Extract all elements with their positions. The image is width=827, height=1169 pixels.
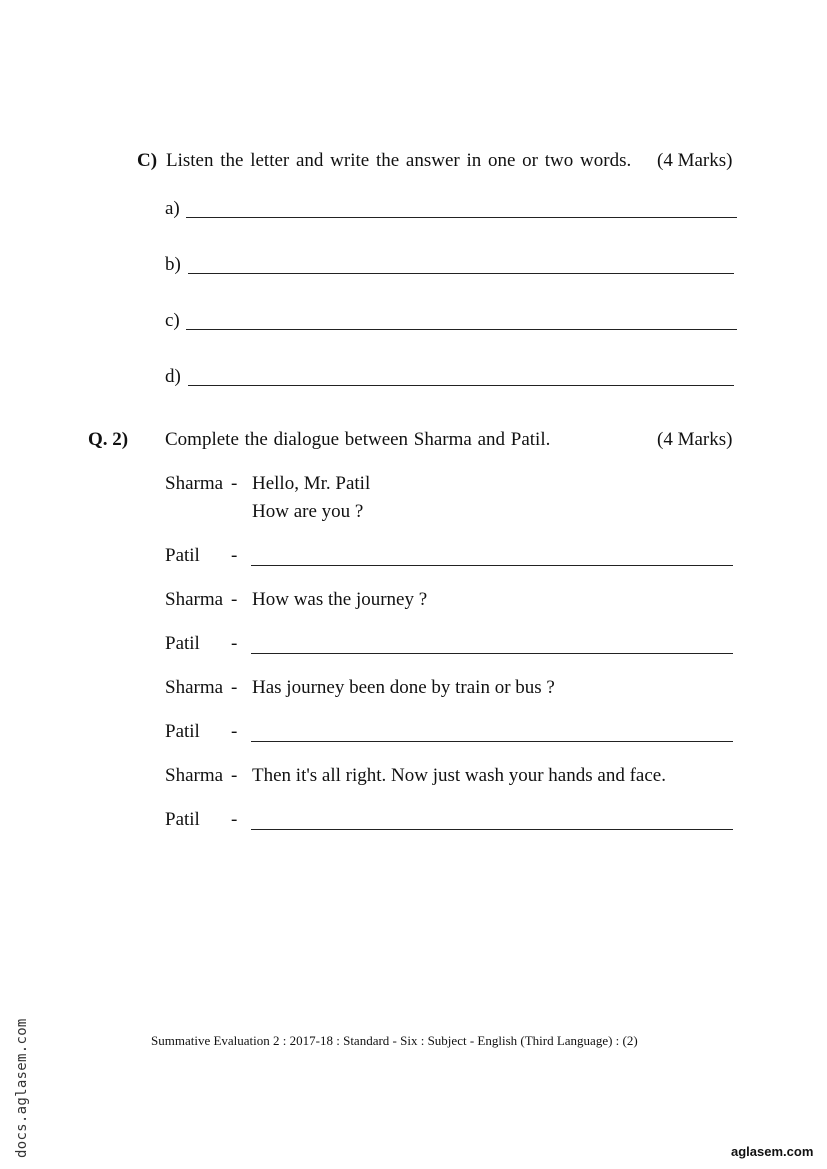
speaker-sharma: Sharma [165,765,224,786]
speaker-dash: - [231,473,238,494]
dialogue-line: Then it's all right. Now just wash your hands and face. [252,765,666,786]
section-c-marks: (4 Marks) [657,150,733,171]
speaker-sharma: Sharma [165,473,224,494]
patil-answer-line-4[interactable] [251,829,733,830]
speaker-patil: Patil [165,809,200,830]
q2-label: Q. 2) [88,429,129,450]
section-c-instruction: Listen the letter and write the answer in one or two words. [166,150,632,171]
answer-label-c: c) [165,310,180,331]
speaker-sharma: Sharma [165,677,224,698]
speaker-dash: - [231,589,238,610]
q2-marks: (4 Marks) [657,429,733,450]
brand-label: aglasem.com [731,1144,814,1159]
answer-label-a: a) [165,198,180,219]
patil-answer-line-1[interactable] [251,565,733,566]
watermark-text: docs.aglasem.com [14,1018,30,1158]
speaker-sharma: Sharma [165,589,224,610]
speaker-dash: - [231,809,238,830]
answer-line-a[interactable] [186,217,737,218]
speaker-dash: - [231,545,238,566]
speaker-dash: - [231,721,238,742]
speaker-patil: Patil [165,721,200,742]
speaker-dash: - [231,633,238,654]
speaker-patil: Patil [165,545,200,566]
answer-line-b[interactable] [188,273,734,274]
dialogue-line: Hello, Mr. Patil [252,473,371,494]
answer-line-c[interactable] [186,329,737,330]
dialogue-line: How was the journey ? [252,589,428,610]
dialogue-line: How are you ? [252,501,364,522]
patil-answer-line-2[interactable] [251,653,733,654]
speaker-dash: - [231,765,238,786]
speaker-dash: - [231,677,238,698]
page-footer: Summative Evaluation 2 : 2017-18 : Standard - Six : Subject - English (Third Language) : (2) [151,1033,638,1048]
answer-line-d[interactable] [188,385,734,386]
q2-instruction: Complete the dialogue between Sharma and Patil. [165,429,551,450]
section-c-label: C) [137,150,158,171]
patil-answer-line-3[interactable] [251,741,733,742]
dialogue-line: Has journey been done by train or bus ? [252,677,555,698]
answer-label-b: b) [165,254,181,275]
answer-label-d: d) [165,366,181,387]
speaker-patil: Patil [165,633,200,654]
